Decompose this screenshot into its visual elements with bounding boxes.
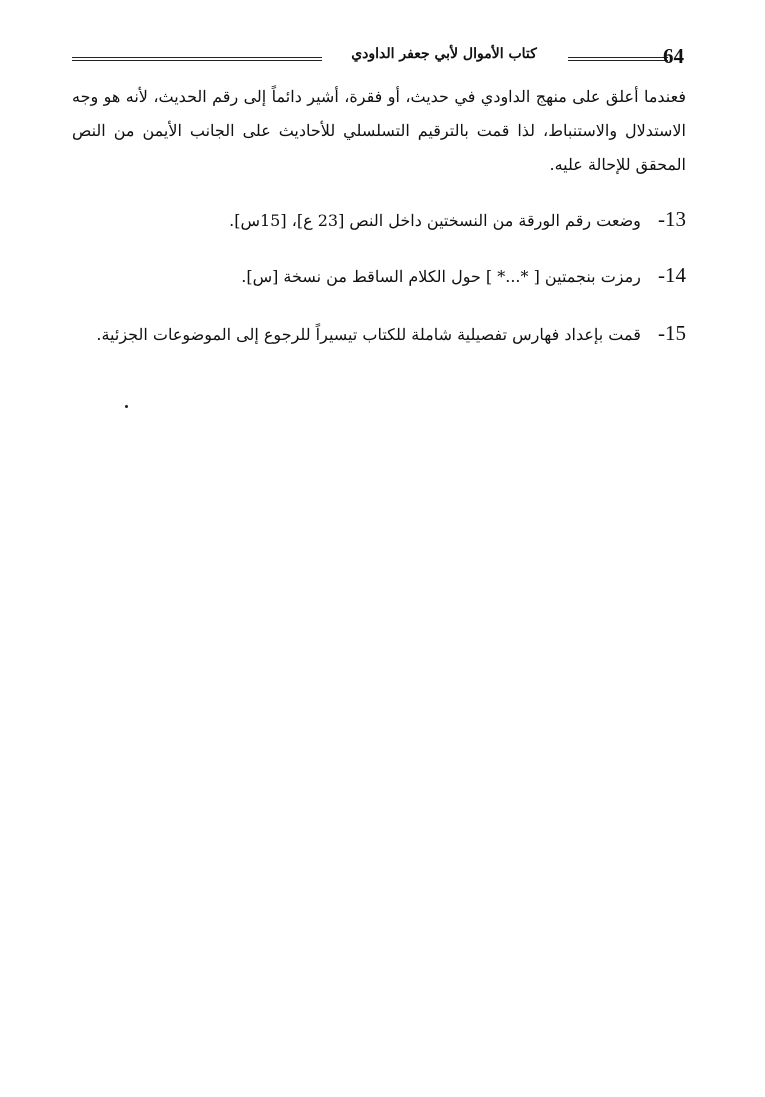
list-item-14: [72, 258, 686, 294]
list-item-13: [72, 202, 686, 238]
page-number: 64: [663, 44, 684, 68]
ink-speck: [125, 405, 128, 408]
running-title: كتاب الأموال لأبي جعفر الداودي: [351, 46, 537, 62]
page-header: [72, 40, 688, 80]
list-item-text: قمت بإعداد فهارس تفصيلية شاملة للكتاب تيسيراً للرجوع إلى الموضوعات الجزئية.: [96, 325, 641, 344]
header-rule-right: [568, 57, 668, 61]
intro-paragraph: فعندما أعلق على منهج الداودي في حديث، أو فقرة، أشير دائماً إلى رقم الحديث، لأنه هو وجه الاستدلال والاستنباط، لذا قمت بالترقيم التسلسلي للأحاديث على الجانب الأيمن من النص المحقق للإحالة عليه.: [72, 87, 687, 174]
list-item-number: 13-: [658, 207, 686, 231]
list-item-number: 14-: [658, 263, 686, 287]
list-item-number: 15-: [658, 321, 686, 345]
header-rule-left: [72, 57, 322, 61]
list-item-text: وضعت رقم الورقة من النسختين داخل النص [23 ع]، [15س].: [229, 211, 641, 230]
list-item-text: رمزت بنجمتين [ *...* ] حول الكلام الساقط من نسخة [س].: [241, 267, 641, 286]
list-item-15: [72, 316, 686, 352]
